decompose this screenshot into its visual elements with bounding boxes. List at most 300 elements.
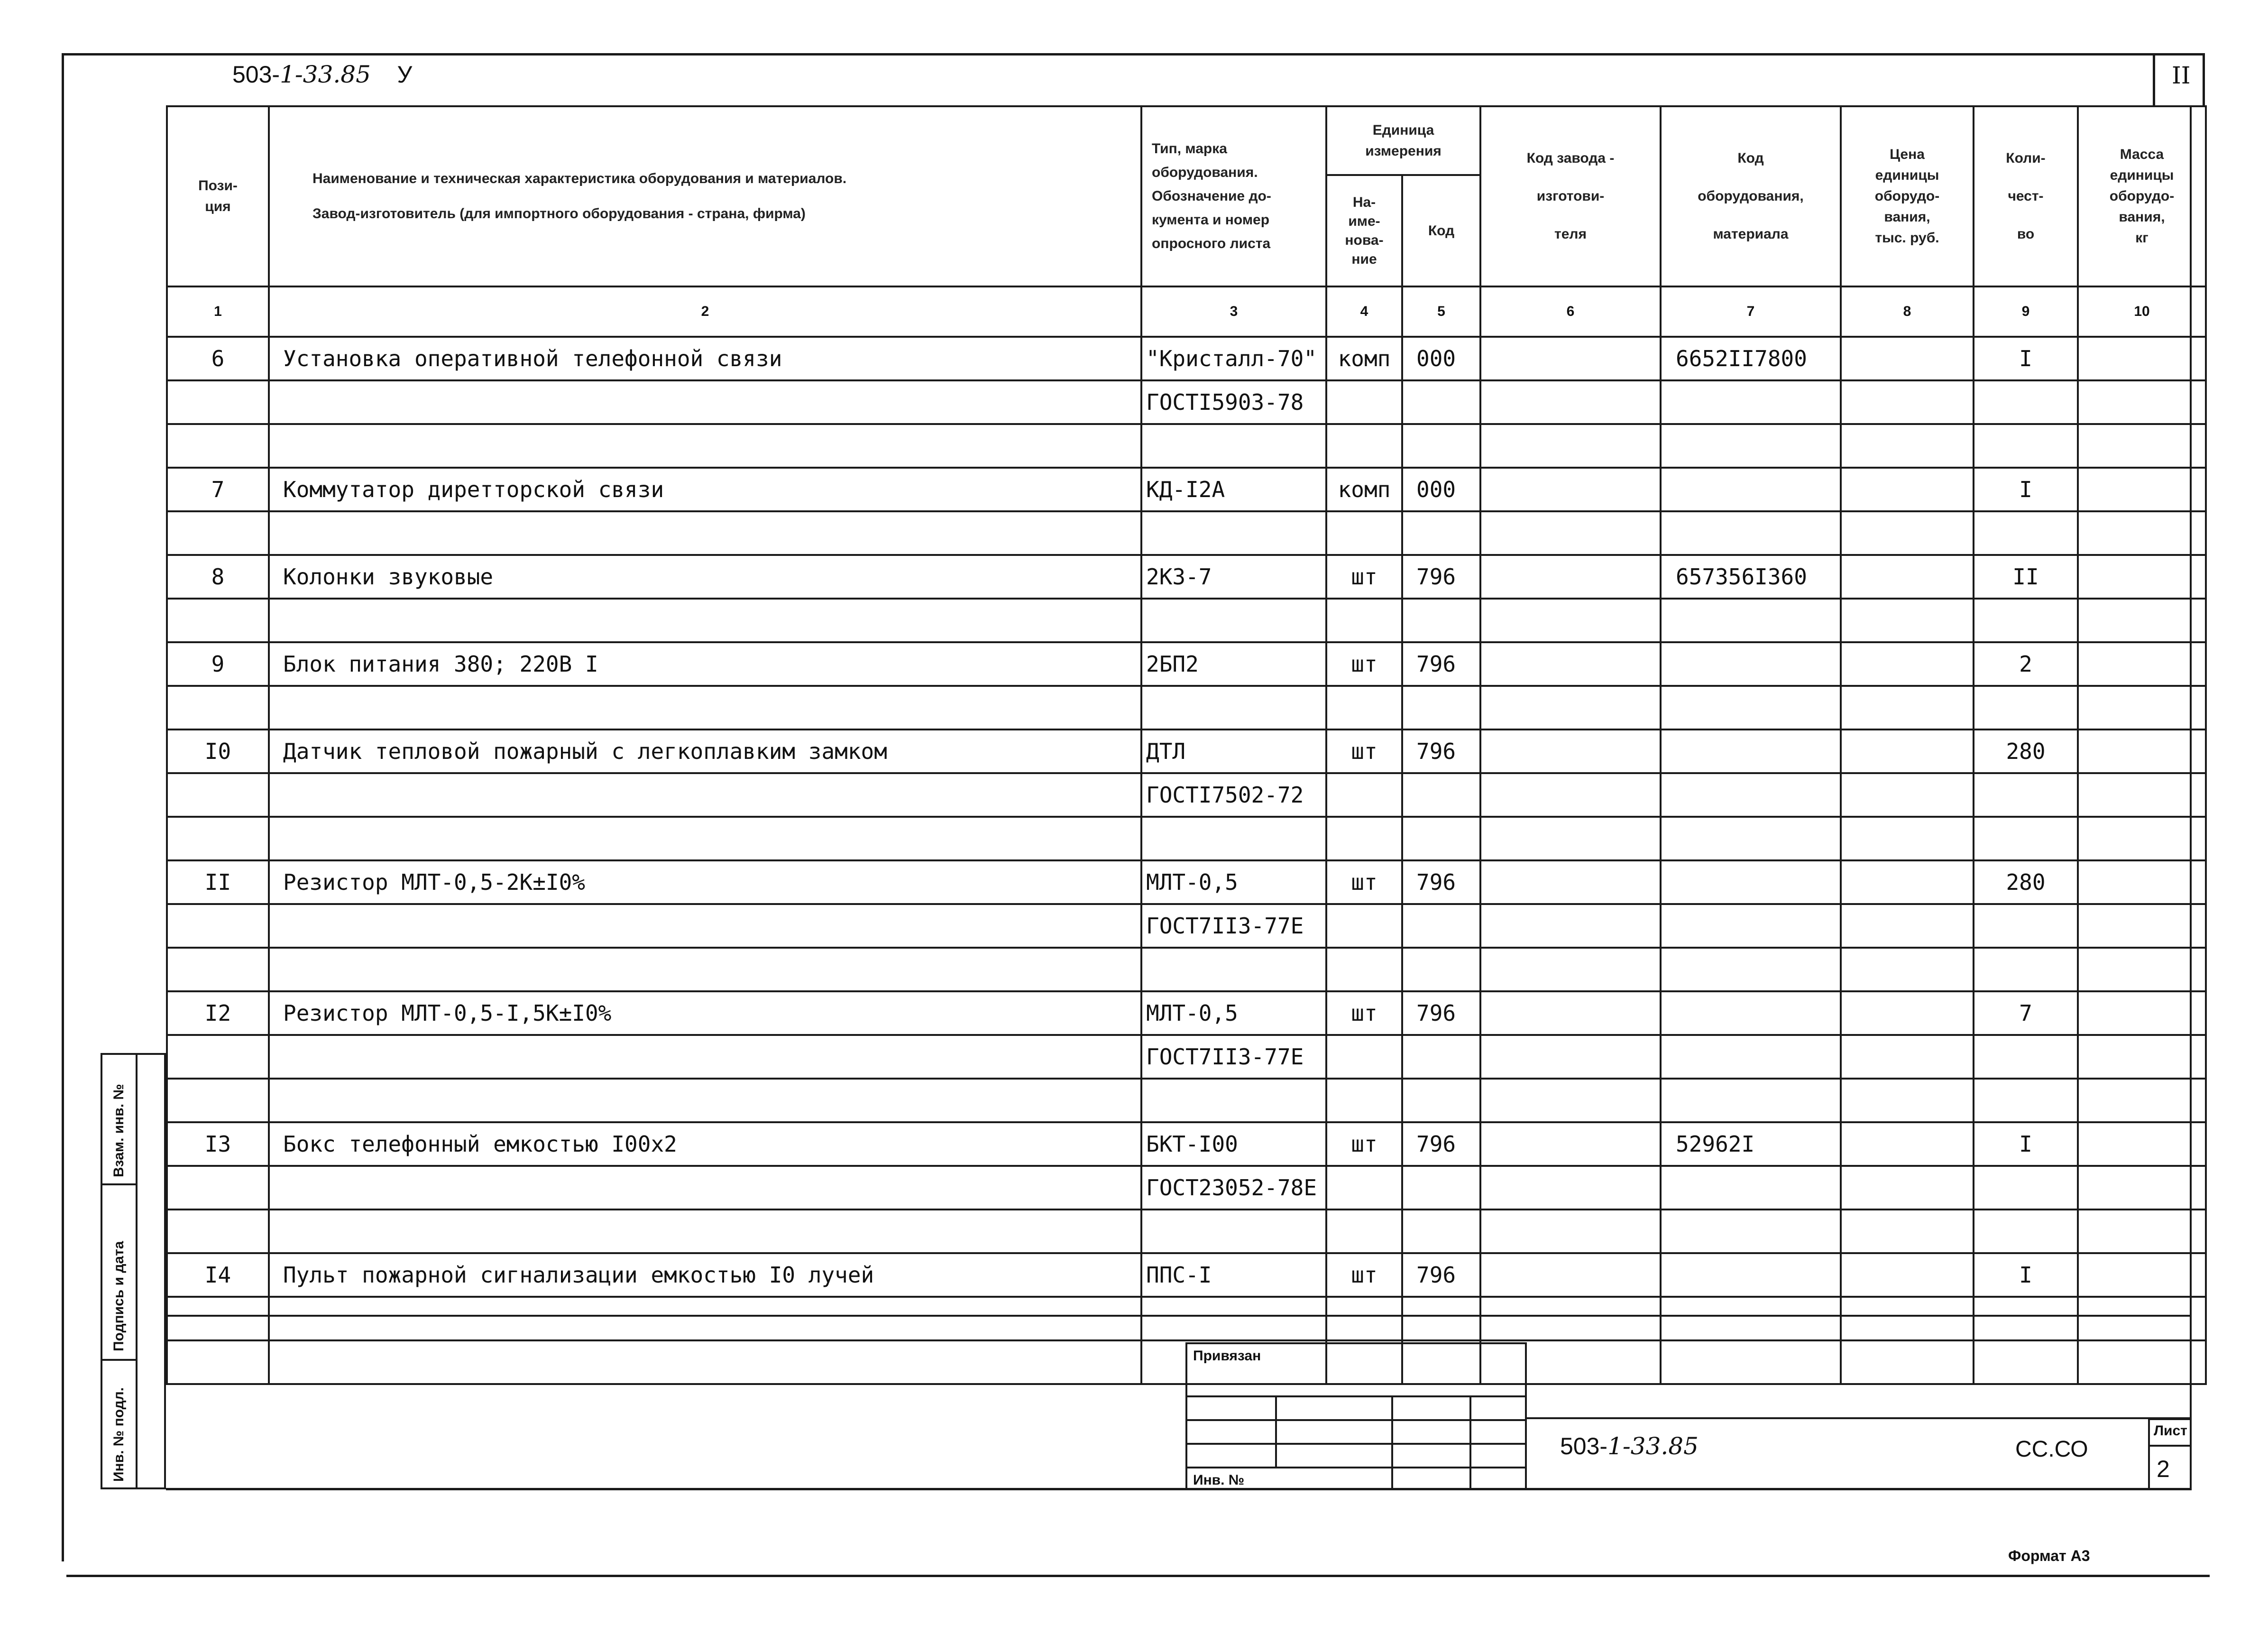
sheet-format: Формат А3 [2008, 1547, 2090, 1564]
cell-price [1841, 511, 1974, 555]
cell-price [1841, 468, 1974, 511]
table-row [167, 1210, 2206, 1253]
cell-type: 2КЗ-7 [1141, 555, 1326, 599]
cell-mass [2078, 1035, 2206, 1079]
frame-bottom-line [66, 1575, 2210, 1577]
cell-unit-code: 796 [1402, 860, 1480, 904]
cell-unit-code: 796 [1402, 991, 1480, 1035]
col-header-unit-code: Код [1402, 175, 1480, 286]
cell-position [167, 599, 269, 642]
cell-unit [1326, 948, 1402, 991]
cell-price [1841, 686, 1974, 729]
cell-mass [2078, 511, 2206, 555]
col-header-name-line1: Наименование и техническая характеристика оборудования и материалов. [312, 171, 847, 186]
cell-material-code [1661, 599, 1841, 642]
table-row [167, 1122, 2206, 1166]
cell-unit: шт [1326, 555, 1402, 599]
cell-mass [2078, 555, 2206, 599]
cell-quantity [1974, 380, 2078, 424]
cell-quantity [1974, 1079, 2078, 1122]
cell-price [1841, 1122, 1974, 1166]
cell-price [1841, 1253, 1974, 1297]
binding-line [1187, 1467, 1525, 1468]
cell-mass [2078, 948, 2206, 991]
table-row [167, 686, 2206, 729]
stamp-document-mark: СС.СО [2015, 1437, 2088, 1462]
cell-quantity: II [1974, 555, 2078, 599]
table-body [167, 337, 2206, 1384]
cell-unit-code: 796 [1402, 1122, 1480, 1166]
cell-price [1841, 642, 1974, 686]
cell-unit-code: 796 [1402, 555, 1480, 599]
inv-original-label: Инв. № подл. [111, 1387, 127, 1482]
stamp-code-handwritten: 1-33.85 [1607, 1432, 1699, 1460]
cell-unit: шт [1326, 991, 1402, 1035]
cell-type [1141, 1079, 1326, 1122]
cell-unit-code [1402, 904, 1480, 948]
cell-price [1841, 904, 1974, 948]
cell-mass [2078, 337, 2206, 380]
cell-unit [1326, 686, 1402, 729]
cell-position: I0 [167, 729, 269, 773]
cell-position [167, 1079, 269, 1122]
cell-type: ППС-I [1141, 1253, 1326, 1297]
replaced-inv-cell [102, 1055, 136, 1185]
margin-stamp-divider [136, 1055, 138, 1489]
cell-position [167, 948, 269, 991]
cell-quantity [1974, 1035, 2078, 1079]
col-header-price: Цена единицы оборудо- вания, тыс. руб. [1841, 106, 1974, 286]
cell-quantity: I [1974, 1122, 2078, 1166]
right-border-line [2190, 105, 2192, 1490]
document-code [232, 61, 412, 88]
col-header-unit-name: На- име- нова- ние [1326, 175, 1402, 286]
cell-plant-code [1480, 817, 1661, 860]
cell-type: МЛТ-0,5 [1141, 860, 1326, 904]
cell-mass [2078, 599, 2206, 642]
col-header-pos: Пози- ция [167, 106, 269, 286]
table-row [167, 1035, 2206, 1079]
cell-material-code: 52962I [1661, 1122, 1841, 1166]
signature-date-label: Подпись и дата [111, 1241, 127, 1351]
page-mark-divider [2153, 53, 2155, 105]
col-header-plant-code: Код завода - изготови- теля [1480, 106, 1661, 286]
table-row [167, 468, 2206, 511]
frame-left-line [62, 53, 64, 1561]
cell-type [1141, 1210, 1326, 1253]
document-code-handwritten: 1-33.85 [280, 61, 371, 88]
column-number: 10 [2078, 286, 2206, 337]
cell-position: I2 [167, 991, 269, 1035]
cell-position [167, 1035, 269, 1079]
column-number: 3 [1141, 286, 1326, 337]
table-row [167, 991, 2206, 1035]
binding-divider [1469, 1395, 1471, 1490]
cell-mass [2078, 729, 2206, 773]
cell-position [167, 380, 269, 424]
cell-position: 9 [167, 642, 269, 686]
cell-position: 8 [167, 555, 269, 599]
cell-plant-code [1480, 424, 1661, 468]
cell-plant-code [1480, 511, 1661, 555]
cell-position [167, 817, 269, 860]
cell-material-code: 6652II7800 [1661, 337, 1841, 380]
cell-quantity [1974, 424, 2078, 468]
inv-original-cell [102, 1361, 136, 1489]
cell-unit-code [1402, 511, 1480, 555]
cell-name [269, 380, 1141, 424]
cell-unit: комп [1326, 337, 1402, 380]
table-row [167, 555, 2206, 599]
cell-type [1141, 948, 1326, 991]
bound-label: Привязан [1193, 1348, 1261, 1364]
cell-material-code: 657356I360 [1661, 555, 1841, 599]
cell-mass [2078, 860, 2206, 904]
cell-type: ГОСТ7II3-77Е [1141, 904, 1326, 948]
cell-unit [1326, 904, 1402, 948]
cell-mass [2078, 904, 2206, 948]
table-row [167, 773, 2206, 817]
cell-type [1141, 686, 1326, 729]
binding-line [1187, 1419, 1525, 1421]
cell-name [269, 424, 1141, 468]
cell-unit-code [1402, 1210, 1480, 1253]
cell-type: 2БП2 [1141, 642, 1326, 686]
col-header-mass: Масса единицы оборудо- вания, кг [2078, 106, 2206, 286]
cell-unit [1326, 773, 1402, 817]
cell-mass [2078, 380, 2206, 424]
cell-material-code [1661, 1035, 1841, 1079]
cell-type [1141, 511, 1326, 555]
cell-quantity: 280 [1974, 729, 2078, 773]
cell-name [269, 1079, 1141, 1122]
cell-material-code [1661, 860, 1841, 904]
cell-name: Установка оперативной телефонной связи [269, 337, 1141, 380]
column-number: 6 [1480, 286, 1661, 337]
cell-unit [1326, 424, 1402, 468]
cell-name: Блок питания 380; 220В I [269, 642, 1141, 686]
cell-material-code [1661, 904, 1841, 948]
col-header-name-line2: Завод-изготовитель (для импортного оборудования - страна, фирма) [312, 206, 806, 222]
column-number-row [167, 286, 2206, 337]
cell-position [167, 773, 269, 817]
cell-type: ГОСТI5903-78 [1141, 380, 1326, 424]
cell-plant-code [1480, 1253, 1661, 1297]
cell-plant-code [1480, 599, 1661, 642]
cell-quantity [1974, 1166, 2078, 1210]
cell-plant-code [1480, 904, 1661, 948]
cell-mass [2078, 686, 2206, 729]
stamp-code-line [1525, 1417, 2192, 1419]
cell-quantity: 2 [1974, 642, 2078, 686]
cell-unit: комп [1326, 468, 1402, 511]
cell-mass [2078, 468, 2206, 511]
cell-type: "Кристалл-70" [1141, 337, 1326, 380]
column-number: 7 [1661, 286, 1841, 337]
column-number: 2 [269, 286, 1141, 337]
cell-material-code [1661, 1253, 1841, 1297]
cell-name: Колонки звуковые [269, 555, 1141, 599]
sheet-number: 2 [2157, 1456, 2170, 1482]
cell-price [1841, 1210, 1974, 1253]
table-row [167, 1253, 2206, 1297]
margin-stamp [101, 1053, 166, 1489]
cell-unit: шт [1326, 1122, 1402, 1166]
binding-line [1187, 1395, 1525, 1397]
page-mark: II [2172, 62, 2191, 89]
cell-mass [2078, 1122, 2206, 1166]
column-number: 8 [1841, 286, 1974, 337]
cell-quantity [1974, 686, 2078, 729]
cell-price [1841, 860, 1974, 904]
cell-position [167, 904, 269, 948]
cell-price [1841, 380, 1974, 424]
cell-type: БКТ-I00 [1141, 1122, 1326, 1166]
table-header [167, 106, 2206, 337]
cell-name [269, 1210, 1141, 1253]
cell-quantity: 7 [1974, 991, 2078, 1035]
cell-unit-code [1402, 380, 1480, 424]
col-header-material-code: Код оборудования, материала [1661, 106, 1841, 286]
cell-plant-code [1480, 948, 1661, 991]
cell-position [167, 511, 269, 555]
cell-material-code [1661, 1166, 1841, 1210]
cell-unit-code [1402, 599, 1480, 642]
cell-quantity [1974, 1210, 2078, 1253]
cell-quantity [1974, 773, 2078, 817]
cell-type: ДТЛ [1141, 729, 1326, 773]
cell-unit: шт [1326, 1253, 1402, 1297]
cell-plant-code [1480, 1035, 1661, 1079]
cell-price [1841, 948, 1974, 991]
cell-unit [1326, 1210, 1402, 1253]
cell-price [1841, 424, 1974, 468]
cell-plant-code [1480, 1122, 1661, 1166]
cell-mass [2078, 817, 2206, 860]
table-row [167, 817, 2206, 860]
column-number: 4 [1326, 286, 1402, 337]
cell-type: КД-I2А [1141, 468, 1326, 511]
cell-material-code [1661, 991, 1841, 1035]
document-code-suffix: У [397, 61, 413, 88]
cell-position: 6 [167, 337, 269, 380]
cell-unit [1326, 1035, 1402, 1079]
inv-label: Инв. № [1193, 1472, 1245, 1488]
cell-quantity [1974, 817, 2078, 860]
cell-plant-code [1480, 642, 1661, 686]
cell-unit-code: 000 [1402, 337, 1480, 380]
frame-right-line [2203, 53, 2205, 105]
cell-name [269, 773, 1141, 817]
cell-unit-code [1402, 1035, 1480, 1079]
binding-divider [1275, 1395, 1277, 1467]
table-row [167, 511, 2206, 555]
sheet-box [2148, 1418, 2192, 1490]
cell-price [1841, 555, 1974, 599]
cell-unit-code [1402, 773, 1480, 817]
cell-plant-code [1480, 1166, 1661, 1210]
cell-position [167, 1166, 269, 1210]
cell-unit-code: 000 [1402, 468, 1480, 511]
table-row [167, 1166, 2206, 1210]
cell-name: Коммутатор диретторской связи [269, 468, 1141, 511]
table-row [167, 904, 2206, 948]
binding-divider [1391, 1395, 1393, 1490]
cell-plant-code [1480, 1079, 1661, 1122]
column-number: 5 [1402, 286, 1480, 337]
cell-unit-code: 796 [1402, 1253, 1480, 1297]
cell-mass [2078, 642, 2206, 686]
cell-quantity [1974, 511, 2078, 555]
cell-name [269, 599, 1141, 642]
cell-name [269, 904, 1141, 948]
cell-plant-code [1480, 860, 1661, 904]
cell-name [269, 511, 1141, 555]
cell-position [167, 1210, 269, 1253]
cell-plant-code [1480, 773, 1661, 817]
cell-type [1141, 817, 1326, 860]
cell-unit [1326, 1166, 1402, 1210]
cell-unit-code [1402, 1166, 1480, 1210]
cell-price [1841, 1035, 1974, 1079]
cell-unit-code [1402, 686, 1480, 729]
stamp-code-prefix: 503- [1560, 1433, 1608, 1459]
cell-position [167, 424, 269, 468]
cell-type: ГОСТ7II3-77Е [1141, 1035, 1326, 1079]
table-row [167, 337, 2206, 380]
cell-position: I4 [167, 1253, 269, 1297]
cell-material-code [1661, 642, 1841, 686]
cell-quantity [1974, 948, 2078, 991]
cell-unit [1326, 1079, 1402, 1122]
cell-price [1841, 817, 1974, 860]
table-row [167, 424, 2206, 468]
cell-mass [2078, 424, 2206, 468]
cell-name: Резистор МЛТ-0,5-2К±I0% [269, 860, 1141, 904]
cell-price [1841, 337, 1974, 380]
cell-unit [1326, 380, 1402, 424]
cell-price [1841, 773, 1974, 817]
cell-mass [2078, 1079, 2206, 1122]
cell-unit-code: 796 [1402, 642, 1480, 686]
cell-material-code [1661, 729, 1841, 773]
cell-material-code [1661, 817, 1841, 860]
cell-quantity: 280 [1974, 860, 2078, 904]
cell-plant-code [1480, 337, 1661, 380]
cell-name: Бокс телефонный емкостью I00х2 [269, 1122, 1141, 1166]
cell-plant-code [1480, 468, 1661, 511]
cell-material-code [1661, 686, 1841, 729]
cell-position: II [167, 860, 269, 904]
column-number: 9 [1974, 286, 2078, 337]
table-row [167, 1079, 2206, 1122]
table-row [167, 599, 2206, 642]
cell-quantity: I [1974, 468, 2078, 511]
cell-plant-code [1480, 686, 1661, 729]
cell-plant-code [1480, 555, 1661, 599]
cell-type: МЛТ-0,5 [1141, 991, 1326, 1035]
cell-material-code [1661, 1079, 1841, 1122]
cell-type [1141, 599, 1326, 642]
cell-price [1841, 729, 1974, 773]
cell-unit [1326, 599, 1402, 642]
cell-name: Резистор МЛТ-0,5-I,5К±I0% [269, 991, 1141, 1035]
table-row [167, 642, 2206, 686]
cell-unit-code [1402, 1079, 1480, 1122]
cell-quantity: I [1974, 337, 2078, 380]
cell-material-code [1661, 468, 1841, 511]
cell-position: 7 [167, 468, 269, 511]
sheet-divider [2150, 1445, 2190, 1447]
cell-plant-code [1480, 380, 1661, 424]
cell-material-code [1661, 511, 1841, 555]
cell-mass [2078, 991, 2206, 1035]
cell-quantity: I [1974, 1253, 2078, 1297]
cell-unit-code [1402, 948, 1480, 991]
specification-table [166, 105, 2207, 1385]
cell-unit-code [1402, 817, 1480, 860]
cell-unit [1326, 511, 1402, 555]
cell-name [269, 1035, 1141, 1079]
cell-type: ГОСТI7502-72 [1141, 773, 1326, 817]
cell-unit-code: 796 [1402, 729, 1480, 773]
table-row [167, 948, 2206, 991]
cell-material-code [1661, 1210, 1841, 1253]
cell-type [1141, 424, 1326, 468]
table-row [167, 380, 2206, 424]
cell-quantity [1974, 599, 2078, 642]
cell-type: ГОСТ23052-78Е [1141, 1166, 1326, 1210]
col-header-type: Тип, марка оборудования. Обозначение до- кумента и номер опросного листа [1141, 106, 1326, 286]
cell-material-code [1661, 773, 1841, 817]
cell-price [1841, 599, 1974, 642]
cell-mass [2078, 773, 2206, 817]
cell-plant-code [1480, 991, 1661, 1035]
stamp-document-code [1560, 1432, 1699, 1460]
cell-unit [1326, 817, 1402, 860]
cell-price [1841, 1079, 1974, 1122]
cell-unit: шт [1326, 729, 1402, 773]
cell-unit-code [1402, 424, 1480, 468]
cell-mass [2078, 1210, 2206, 1253]
cell-price [1841, 991, 1974, 1035]
cell-material-code [1661, 948, 1841, 991]
cell-price [1841, 1166, 1974, 1210]
cell-quantity [1974, 904, 2078, 948]
binding-line [1187, 1443, 1525, 1445]
cell-name: Пульт пожарной сигнализации емкостью I0 лучей [269, 1253, 1141, 1297]
cell-position: I3 [167, 1122, 269, 1166]
cell-plant-code [1480, 1210, 1661, 1253]
binding-box [1185, 1342, 1527, 1490]
cell-name [269, 948, 1141, 991]
cell-name [269, 1166, 1141, 1210]
sheet-label: Лист [2154, 1423, 2187, 1439]
cell-mass [2078, 1166, 2206, 1210]
signature-date-cell [102, 1185, 136, 1361]
frame-top-line [62, 53, 2205, 55]
title-block [166, 1315, 2192, 1490]
col-header-unit-group: Единица измерения [1326, 106, 1480, 175]
cell-material-code [1661, 424, 1841, 468]
table-row [167, 729, 2206, 773]
col-header-name [269, 106, 1141, 286]
cell-unit: шт [1326, 860, 1402, 904]
cell-name: Датчик тепловой пожарный с легкоплавким замком [269, 729, 1141, 773]
cell-position [167, 686, 269, 729]
cell-plant-code [1480, 729, 1661, 773]
column-number: 1 [167, 286, 269, 337]
